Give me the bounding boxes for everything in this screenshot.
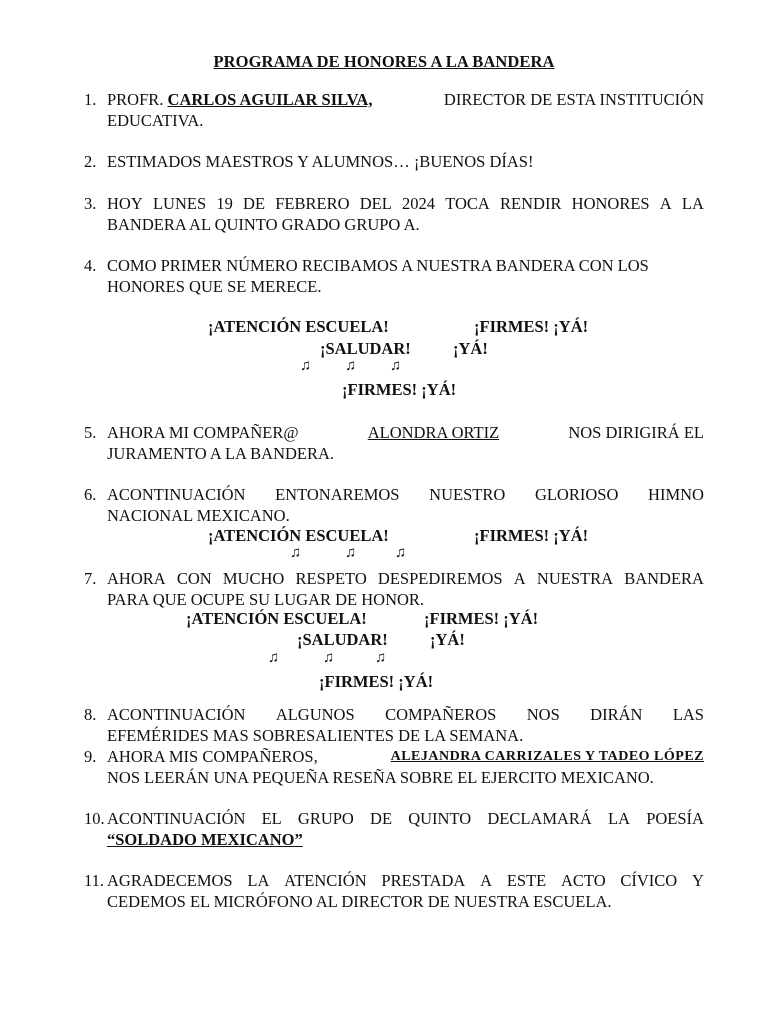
item-number: 10.: [84, 809, 105, 828]
music-note-icon: ♫: [268, 650, 280, 666]
music-note-icon: ♫: [375, 650, 387, 666]
list-item-7: [84, 568, 704, 610]
list-item-9: [84, 746, 704, 788]
command-firmes: ¡FIRMES! ¡YÁ!: [474, 526, 589, 545]
item-text: AHORA MI COMPAÑER@: [107, 423, 299, 442]
item-number: 6.: [84, 485, 97, 504]
music-note-icon: ♫: [323, 650, 335, 666]
item-text: ESTIMADOS MAESTROS Y ALUMNOS… ¡BUENOS DÍAS!: [107, 152, 534, 171]
command-ya: ¡YÁ!: [430, 630, 465, 649]
item-text: AHORA MIS COMPAÑEROS,: [107, 747, 318, 766]
item-text: ACONTINUACIÓN EL GRUPO DE QUINTO DECLAMARÁ LA POESÍA: [107, 809, 704, 828]
music-note-icon: ♫: [390, 358, 402, 374]
music-note-icon: ♫: [300, 358, 312, 374]
command-firmes: ¡FIRMES! ¡YÁ!: [342, 380, 457, 399]
item-text: NACIONAL MEXICANO.: [107, 506, 290, 525]
command-firmes: ¡FIRMES! ¡YÁ!: [424, 609, 539, 628]
item-text: EFEMÉRIDES MAS SOBRESALIENTES DE LA SEMANA.: [107, 726, 524, 745]
director-name: CARLOS AGUILAR SILVA,: [167, 90, 373, 109]
item-number: 3.: [84, 194, 97, 213]
item-number: 1.: [84, 90, 97, 109]
command-firmes: ¡FIRMES! ¡YÁ!: [319, 672, 434, 691]
item-text: AHORA CON MUCHO RESPETO DESPEDIREMOS A NUESTRA BANDERA: [107, 569, 704, 588]
list-item-11: [84, 870, 704, 912]
item-text: NOS DIRIGIRÁ EL: [568, 423, 704, 442]
list-item-2: [84, 151, 704, 172]
item-number: 9.: [84, 747, 97, 766]
list-item-6: [84, 484, 704, 526]
item-number: 7.: [84, 569, 97, 588]
music-note-icon: ♫: [345, 358, 357, 374]
item-number: 4.: [84, 256, 97, 275]
music-note-icon: ♫: [395, 545, 407, 561]
item-text: HONORES QUE SE MERECE.: [107, 277, 322, 296]
student-names: ALEJANDRA CARRIZALES Y TADEO LÓPEZ: [390, 749, 704, 764]
command-atencion: ¡ATENCIÓN ESCUELA!: [208, 317, 389, 336]
command-firmes: ¡FIRMES! ¡YÁ!: [474, 317, 589, 336]
document-title: PROGRAMA DE HONORES A LA BANDERA: [213, 52, 555, 71]
item-number: 5.: [84, 423, 97, 442]
item-text: HOY LUNES 19 DE FEBRERO DEL 2024 TOCA RENDIR HONORES A LA: [107, 194, 704, 213]
item-text: ACONTINUACIÓN ALGUNOS COMPAÑEROS NOS DIRÁN LAS: [107, 705, 704, 724]
command-atencion: ¡ATENCIÓN ESCUELA!: [208, 526, 389, 545]
item-text: NOS LEERÁN UNA PEQUEÑA RESEÑA SOBRE EL EJERCITO MEXICANO.: [107, 768, 654, 787]
music-note-icon: ♫: [290, 545, 302, 561]
command-ya: ¡YÁ!: [453, 339, 488, 358]
list-item-8: [84, 704, 704, 746]
music-note-icon: ♫: [345, 545, 357, 561]
item-number: 11.: [84, 871, 105, 890]
item-text: ACONTINUACIÓN ENTONAREMOS NUESTRO GLORIOSO HIMNO: [107, 485, 704, 504]
item-text: AGRADECEMOS LA ATENCIÓN PRESTADA A ESTE ACTO CÍVICO Y: [107, 871, 704, 890]
list-item-4: [84, 255, 704, 297]
list-item-10: [84, 808, 704, 850]
list-item-5: [84, 422, 704, 464]
item-text: EDUCATIVA.: [107, 111, 204, 130]
poem-title: “SOLDADO MEXICANO”: [107, 830, 303, 849]
command-saludar: ¡SALUDAR!: [320, 339, 411, 358]
command-atencion: ¡ATENCIÓN ESCUELA!: [186, 609, 367, 628]
list-item-3: [84, 193, 704, 235]
item-text: DIRECTOR DE ESTA INSTITUCIÓN: [443, 90, 704, 109]
item-text: BANDERA AL QUINTO GRADO GRUPO A.: [107, 215, 420, 234]
item-text: PARA QUE OCUPE SU LUGAR DE HONOR.: [107, 590, 425, 609]
item-number: 2.: [84, 152, 97, 171]
item-text: CEDEMOS EL MICRÓFONO AL DIRECTOR DE NUESTRA ESCUELA.: [107, 892, 612, 911]
item-number: 8.: [84, 705, 97, 724]
item-text: PROFR.: [107, 90, 168, 109]
command-saludar: ¡SALUDAR!: [297, 630, 388, 649]
list-item-1: [84, 89, 704, 131]
item-text: COMO PRIMER NÚMERO RECIBAMOS A NUESTRA BANDERA CON LOS: [107, 256, 649, 275]
student-name: ALONDRA ORTIZ: [367, 423, 500, 442]
item-text: JURAMENTO A LA BANDERA.: [107, 444, 335, 463]
